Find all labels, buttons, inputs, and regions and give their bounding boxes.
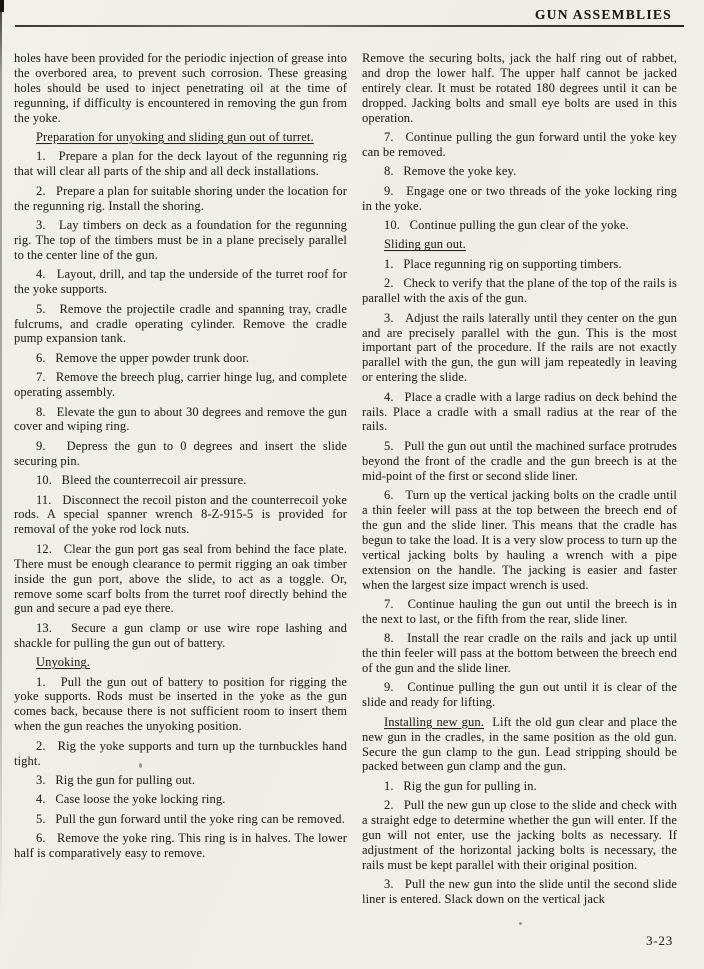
heading-text: Preparation for unyoking and sliding gun out of turret. <box>36 130 314 145</box>
body-paragraph <box>362 184 677 214</box>
body-text: 6. Remove the upper powder trunk door. <box>36 350 250 365</box>
body-paragraph <box>362 597 677 627</box>
body-paragraph <box>14 370 347 400</box>
body-paragraph <box>14 184 347 214</box>
corner-scan-mark <box>0 0 4 12</box>
heading-text: Unyoking. <box>36 655 91 670</box>
body-text: 6. Remove the yoke ring. This ring is in halves. The lower half is comparatively easy to remove. <box>14 831 347 861</box>
body-paragraph <box>362 164 677 179</box>
body-text: 5. Remove the projectile cradle and spanning tray, cradle fulcrums, and cradle operating cylinder. Remove the cradle pump expansion tank. <box>14 301 347 346</box>
page-header-title: GUN ASSEMBLIES <box>534 7 672 22</box>
body-paragraph <box>14 302 347 347</box>
body-paragraph <box>14 405 347 435</box>
body-paragraph <box>14 792 347 807</box>
body-paragraph <box>14 473 347 488</box>
scan-speck <box>519 922 523 926</box>
body-text: Remove the securing bolts, jack the half ring out of rabbet, and drop the lower half. The upper half cannot be jacked entirely clear. It must be rotated 180 degrees until it can be dropped. Jacking bolts and small eye bolts are used in this operation. <box>362 51 677 125</box>
body-paragraph <box>362 439 677 484</box>
heading-text: Installing new gun. <box>384 714 484 729</box>
body-text: 1. Place regunning rig on supporting timbers. <box>384 256 622 271</box>
body-text: 9. Continue pulling the gun out until it is clear of the slide and ready for lifting. <box>362 680 677 710</box>
body-paragraph <box>362 311 677 386</box>
section-heading-paragraph <box>14 130 347 145</box>
body-text: 10. Continue pulling the gun clear of the yoke. <box>384 218 629 233</box>
section-heading-paragraph <box>362 715 677 775</box>
body-paragraph <box>362 488 677 592</box>
scan-speck <box>139 763 142 768</box>
body-paragraph <box>14 439 347 469</box>
body-paragraph <box>362 276 677 306</box>
body-paragraph <box>14 831 347 861</box>
body-paragraph <box>362 390 677 435</box>
body-paragraph <box>14 149 347 179</box>
body-text: 9. Depress the gun to 0 degrees and insert the slide securing pin. <box>14 438 347 468</box>
body-text: holes have been provided for the periodic injection of grease into the overbored area, to prevent such corrosion. These greasing holes should be used to inject penetrating oil at the time of regunning, if difficulty is encountered in removing the gun from the yoke. <box>14 51 347 125</box>
body-paragraph <box>362 51 677 126</box>
body-text: 11. Disconnect the recoil piston and the counterrecoil yoke rods. A special spanner wrench 8-Z-915-5 is provided for removal of the yoke rod lock nuts. <box>14 492 347 537</box>
body-text: 7. Remove the breech plug, carrier hinge lug, and complete operating assembly. <box>14 370 347 400</box>
body-text: 3. Pull the new gun into the slide until the second slide liner is entered. Slack down on the vertical jack <box>362 877 677 907</box>
left-edge-scan-artifact <box>0 0 2 918</box>
heading-text: Sliding gun out. <box>384 237 466 252</box>
section-heading-paragraph <box>14 655 347 670</box>
body-text: 5. Pull the gun forward until the yoke ring can be removed. <box>36 811 345 826</box>
body-paragraph <box>362 130 677 160</box>
body-paragraph <box>14 351 347 366</box>
body-text: 7. Continue pulling the gun forward until the yoke key can be removed. <box>362 130 677 159</box>
body-paragraph <box>362 798 677 873</box>
body-paragraph <box>14 812 347 827</box>
body-paragraph <box>362 779 677 794</box>
body-text: 13. Secure a gun clamp or use wire rope lashing and shackle for pulling the gun out of battery. <box>14 620 347 650</box>
body-paragraph <box>14 493 347 538</box>
body-text: 8. Remove the yoke key. <box>384 164 517 179</box>
body-text: 9. Engage one or two threads of the yoke locking ring in the yoke. <box>362 183 677 213</box>
body-paragraph <box>362 257 677 272</box>
body-paragraph <box>362 680 677 710</box>
body-paragraph <box>362 877 677 907</box>
body-paragraph <box>14 267 347 297</box>
body-text: 1. Rig the gun for pulling in. <box>384 778 537 793</box>
body-paragraph <box>14 51 347 126</box>
body-paragraph <box>14 542 347 617</box>
body-text: 8. Elevate the gun to about 30 degrees and remove the gun cover and wiping ring. <box>14 404 347 434</box>
body-text: 3. Adjust the rails laterally until they center on the gun and are precisely parallel with the gun. This is the most important part of the procedure. If the rails are not exactly parallel with the gun, the gun will jam repeatedly in leaving or entering the slide. <box>362 310 677 385</box>
body-paragraph <box>362 218 677 233</box>
body-text: 10. Bleed the counterrecoil air pressure. <box>36 473 247 488</box>
body-text: 4. Place a cradle with a large radius on deck behind the rails. Place a cradle with a small radius at the rear of the rails. <box>362 389 677 434</box>
footer-page-number: 3-23 <box>645 933 673 948</box>
body-text: 12. Clear the gun port gas seal from behind the face plate. There must be enough clearance to permit rigging an oak timber inside the gun port, above the slide, to act as a toggle. Or, remove some scarf bolts from the turret roof directly behind the gun and secure a pad eye there. <box>14 541 347 616</box>
body-paragraph <box>14 621 347 651</box>
body-text: 2. Rig the yoke supports and turn up the turnbuckles hand tight. <box>14 738 347 768</box>
body-text: Lift the old gun clear and place the new gun in the cradles, in the same position as the old gun. Secure the gun clamp to the gun. Lead stripping should be packed between gun clamp and the gun. <box>362 714 677 774</box>
body-text: 1. Pull the gun out of battery to position for rigging the yoke supports. Rods must be inserted in the yoke as the gun comes back, because there is not sufficient room to insert them when the gun reaches the unyoking position. <box>14 674 347 734</box>
body-paragraph <box>14 218 347 263</box>
body-paragraph <box>362 631 677 676</box>
body-text: 7. Continue hauling the gun out until the breech is in the next to last, or the fifth from the rear, slide liner. <box>362 596 677 626</box>
body-text: 1. Prepare a plan for the deck layout of the regunning rig that will clear all parts of the ship and all deck installations. <box>14 149 347 179</box>
body-text: 3. Rig the gun for pulling out. <box>36 772 196 787</box>
body-text: 2. Prepare a plan for suitable shoring under the location for the regunning rig. Install the shoring. <box>14 183 347 213</box>
left-text-column <box>14 51 347 861</box>
body-text: 2. Pull the new gun up close to the slide and check with a straight edge to determine whether the gun will enter. If the gun will not enter, use the jacking bolts as necessary. If adjustment of the horizontal jacking bolts is necessary, the rails must be kept parallel with their original position. <box>362 798 677 872</box>
body-text: 6. Turn up the vertical jacking bolts on the cradle until a thin feeler will pass at the top between the breech end of the gun and the slide liner. This means that the cradle has begun to take the load. It is a very slow process to turn up the vertical jacking bolts by hauling a wrench with a pipe extension on the handle. The jacking is easier and faster when the largest size impact wrench is used. <box>362 488 677 592</box>
body-text: 3. Lay timbers on deck as a foundation for the regunning rig. The top of the timbers must be in a plane precisely parallel to the center line of the gun. <box>14 218 347 262</box>
body-text: 2. Check to verify that the plane of the top of the rails is parallel with the axis of the gun. <box>362 276 677 306</box>
right-text-column <box>362 51 677 907</box>
header-rule <box>15 25 684 27</box>
body-text: 4. Layout, drill, and tap the underside of the turret roof for the yoke supports. <box>14 267 347 297</box>
body-text: 8. Install the rear cradle on the rails and jack up until the thin feeler will pass at the bottom between the breech end of the gun and the slide liner. <box>362 631 677 676</box>
section-heading-paragraph <box>362 237 677 252</box>
body-text: 4. Case loose the yoke locking ring. <box>36 792 226 807</box>
body-paragraph <box>14 675 347 735</box>
body-paragraph <box>14 739 347 769</box>
body-text: 5. Pull the gun out until the machined surface protrudes beyond the front of the cradle and the gun breech is at the mid-point of the first or second slide liner. <box>362 438 677 483</box>
body-paragraph <box>14 773 347 788</box>
